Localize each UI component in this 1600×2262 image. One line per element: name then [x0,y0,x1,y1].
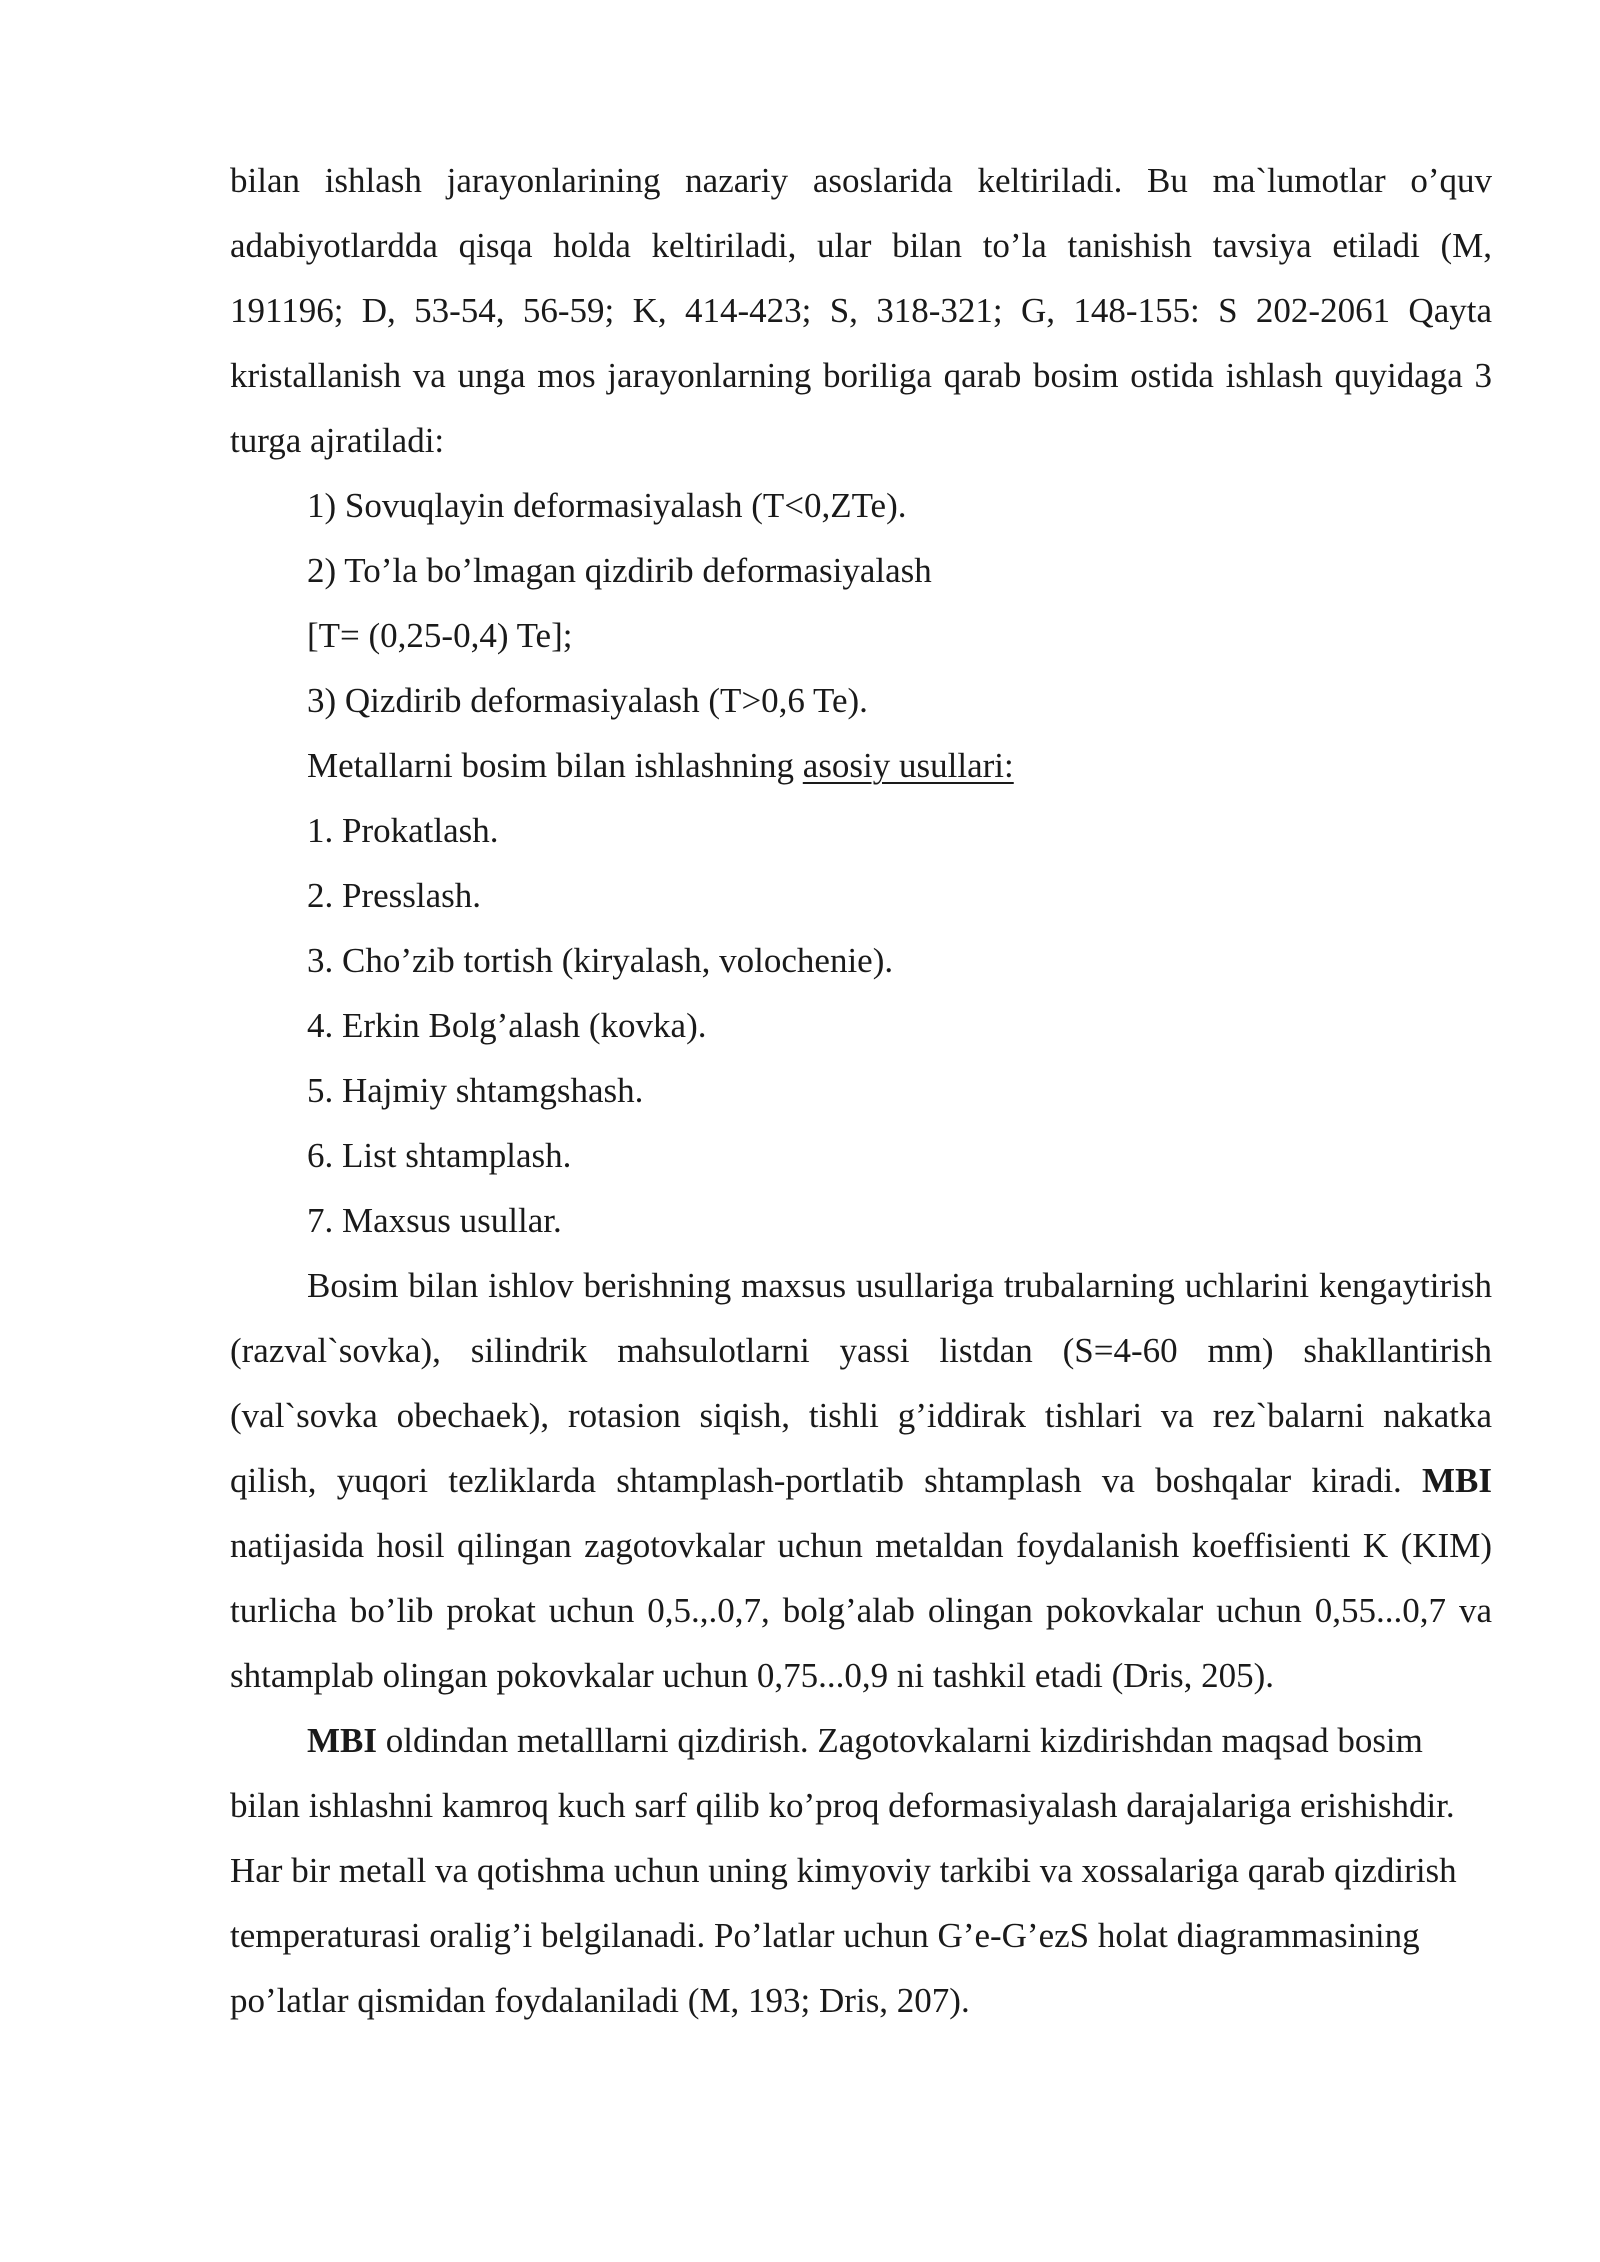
special-paragraph-part2: natijasida hosil qilingan zagotovkalar uchun metaldan foydalanish koeffisienti K (KIM) turlicha bo’lib prokat uchun 0,5.,.0,7, bolg’alab olingan pokovkalar uchun 0,55...0,7 va shtamplab olingan pokovkalar uchun 0,75...0,9 ni tashkil etadi (Dris, 205). [230,1526,1492,1695]
list-item: 7. Maxsus usullar. [307,1201,562,1240]
list-item: 3. Cho’zib tortish (kiryalash, volochenie). [307,941,894,980]
list-item: 2) To’la bo’lmagan qizdirib deformasiyalash [307,551,932,590]
special-paragraph-part1: Bosim bilan ishlov berishning maxsus usullariga trubalarning uchlarini kengaytirish (razval`sovka), silindrik mahsulotlarni yassi listdan (S=4-60 mm) shakllantirish (val`sovka obechaek), rotasion siqish, tishli g’iddirak tishlari va rez`balarni nakatka qilish, yuqori tezliklarda shtamplash-portlatib shtamplash va boshqalar kiradi. [230,1266,1492,1500]
list-item: [T= (0,25-0,4) Te]; [307,616,573,655]
heating-paragraph-text: oldindan metalllarni qizdirish. Zagotovkalarni kizdirishdan maqsad bosim bilan ishlashni kamroq kuch sarf qilib ko’proq deformasiyalash darajalariga erishishdir. Har bir metall va qotishma uchun uning kimyoviy tarkibi va xossalariga qarab qizdirish temperaturasi oralig’i belgilanadi. Po’latlar uchun G’e-G’ezS holat diagrammasining po’latlar qismidan foydalaniladi (M, 193; Dris, 207). [230,1721,1457,2020]
methods-intro [230,733,1492,798]
opening-paragraph: bilan ishlash jarayonlarining nazariy asoslarida keltiriladi. Bu ma`lumotlar o’quv adabiyotlardda qisqa holda keltiriladi, ular bilan to’la tanishish tavsiya etiladi (M, 191196; D, 53-54, 56-59; K, 414-423; S, 318-321; G, 148-155: S 202-2061 Qayta kristallanish va unga mos jarayonlarning boriliga qarab bosim ostida ishlash quyidaga 3 turga ajratiladi: [230,161,1492,460]
deformation-types-list [230,473,1492,733]
list-item: 4. Erkin Bolg’alash (kovka). [307,1006,707,1045]
list-item: 3) Qizdirib deformasiyalash (T>0,6 Te). [307,681,868,720]
heating-paragraph [230,1708,1492,2033]
methods-list [230,798,1492,1253]
methods-intro-underlined: asosiy usullari: [802,746,1014,785]
list-item: 2. Presslash. [307,876,482,915]
list-item: 1) Sovuqlayin deformasiyalash (T<0,ZTe). [307,486,907,525]
methods-intro-text: Metallarni bosim bilan ishlashning [307,746,803,785]
mbi-abbreviation: MBI [307,1721,377,1760]
list-item: 1. Prokatlash. [307,811,499,850]
special-methods-paragraph [230,1253,1492,1708]
list-item: 6. List shtamplash. [307,1136,572,1175]
list-item: 5. Hajmiy shtamgshash. [307,1071,644,1110]
mbi-abbreviation: MBI [1422,1461,1492,1500]
document-page [230,148,1492,2033]
